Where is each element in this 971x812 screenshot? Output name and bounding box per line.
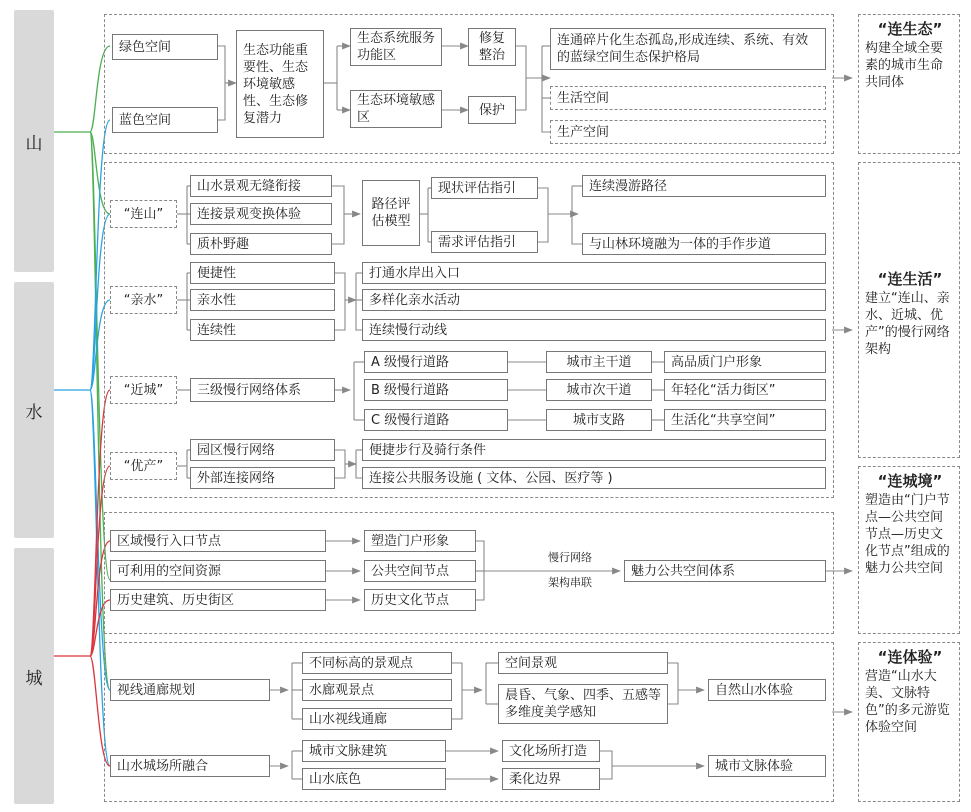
water-label: 水	[14, 282, 54, 538]
lianshan-item-2: 连接景观变换体验	[190, 203, 332, 225]
street-secondary-box: 城市次干道	[546, 379, 652, 401]
soft-boundary-box: 柔化边界	[502, 768, 600, 790]
historic-box: 历史建筑、历史街区	[110, 589, 326, 611]
qinshui-output-1: 打通水岸出入口	[362, 262, 826, 284]
qinshui-item-2: 亲水性	[190, 289, 335, 311]
blue-space-box: 蓝色空间	[112, 107, 218, 133]
lianshan-item-1: 山水景观无缝衔接	[190, 175, 332, 197]
space-landscape-box: 空间景观	[498, 652, 668, 674]
qinshui-item-1: 便捷性	[190, 262, 335, 284]
qinshui-label: “亲水”	[110, 286, 177, 314]
panel-ecology	[858, 14, 960, 154]
culture-building-box: 城市文脉建筑	[302, 740, 446, 762]
panel-life-title: “连生活”	[877, 270, 943, 288]
jincheng-label: “近城”	[110, 376, 177, 404]
green-connectors	[54, 46, 110, 690]
handmade-trail-box: 与山林环境融为一体的手作步道	[582, 233, 826, 255]
connector-label-1: 慢行网络	[548, 551, 592, 564]
panel-life	[858, 162, 960, 458]
culture-experience-box: 城市文脉体验	[708, 755, 826, 777]
public-service-box: 连接公共服务设施 ( 文体、公园、医疗等 )	[362, 467, 826, 489]
path-model-box: 路径评估模型	[362, 180, 420, 246]
viewpoint-3-box: 山水视线通廊	[302, 708, 452, 730]
aesthetic-box: 晨昏、气象、四季、五感等多维度美学感知	[498, 684, 668, 724]
qinshui-item-3: 连续性	[190, 319, 335, 341]
restore-box: 修复整治	[468, 28, 516, 66]
blue-connectors	[54, 120, 110, 766]
street-branch-box: 城市支路	[546, 409, 652, 431]
park-network-box: 园区慢行网络	[190, 439, 335, 461]
road-a-box: A 级慢行道路	[364, 351, 508, 373]
youchan-label: “优产”	[110, 452, 177, 480]
lianshan-label: “连山”	[110, 200, 177, 228]
roaming-path-box: 连续漫游路径	[582, 175, 826, 197]
qinshui-output-2: 多样化亲水活动	[362, 289, 826, 311]
criteria-box: 生态功能重要性、生态环境敏感性、生态修复潜力	[236, 30, 324, 138]
panel-city	[858, 466, 960, 634]
sightline-box: 视线通廊规划	[110, 679, 270, 701]
panel-experience-text: 营造“山水大美、文脉特色”的多元游览体验空间	[865, 669, 950, 735]
panel-experience-title: “连体验”	[877, 648, 943, 666]
connector-label-2: 架构串联	[548, 576, 592, 589]
service-zone-box: 生态系统服务功能区	[350, 28, 442, 66]
landscape-base-box: 山水底色	[302, 768, 446, 790]
charm-space-box: 魅力公共空间体系	[624, 560, 826, 582]
viewpoint-2-box: 水廊观景点	[302, 679, 452, 701]
road-b-box: B 级慢行道路	[364, 379, 508, 401]
result-gateway-box: 高品质门户形象	[664, 351, 826, 373]
public-node-box: 公共空间节点	[364, 560, 476, 582]
mountain-label: 山	[14, 10, 54, 272]
lianshan-item-3: 质朴野趣	[190, 233, 332, 255]
living-space-box: 生活空间	[550, 86, 826, 110]
nature-experience-box: 自然山水体验	[708, 679, 826, 701]
section-experience	[104, 642, 834, 802]
walk-bike-box: 便捷步行及骑行条件	[362, 439, 826, 461]
three-level-network-box: 三级慢行网络体系	[190, 378, 335, 402]
panel-life-text: 建立“连山、亲水、近城、优产”的慢行网络架构	[865, 291, 950, 357]
panel-ecology-title: “连生态”	[877, 20, 943, 38]
external-network-box: 外部连接网络	[190, 467, 335, 489]
result-shared-box: 生活化“共享空间”	[664, 409, 826, 431]
entry-node-box: 区域慢行入口节点	[110, 530, 326, 552]
gateway-image-box: 塑造门户形象	[364, 530, 476, 552]
culture-place-box: 文化场所打造	[502, 740, 600, 762]
panel-ecology-text: 构建全域全要素的城市生命共同体	[865, 41, 944, 90]
place-fusion-box: 山水城场所融合	[110, 755, 270, 777]
current-guide-box: 现状评估指引	[431, 177, 538, 199]
panel-city-title: “连城境”	[877, 472, 943, 490]
viewpoint-1-box: 不同标高的景观点	[302, 652, 452, 674]
sensitive-zone-box: 生态环境敏感区	[350, 90, 442, 128]
demand-guide-box: 需求评估指引	[431, 231, 538, 253]
space-resource-box: 可利用的空间资源	[110, 560, 326, 582]
qinshui-output-3: 连续慢行动线	[362, 319, 826, 341]
green-space-box: 绿色空间	[112, 34, 218, 60]
road-c-box: C 级慢行道路	[364, 409, 508, 431]
city-label: 城	[14, 548, 54, 804]
panel-experience	[858, 642, 960, 802]
eco-result-box: 连通碎片化生态孤岛,形成连续、系统、有效的蓝绿空间生态保护格局	[550, 28, 826, 70]
street-main-box: 城市主干道	[546, 351, 652, 373]
protect-box: 保护	[468, 96, 516, 124]
production-space-box: 生产空间	[550, 120, 826, 144]
cultural-node-box: 历史文化节点	[364, 589, 476, 611]
panel-city-text: 塑造由“门户节点—公共空间节点—历史文化节点”组成的魅力公共空间	[865, 493, 950, 576]
result-vitality-box: 年轻化“活力街区”	[664, 379, 826, 401]
